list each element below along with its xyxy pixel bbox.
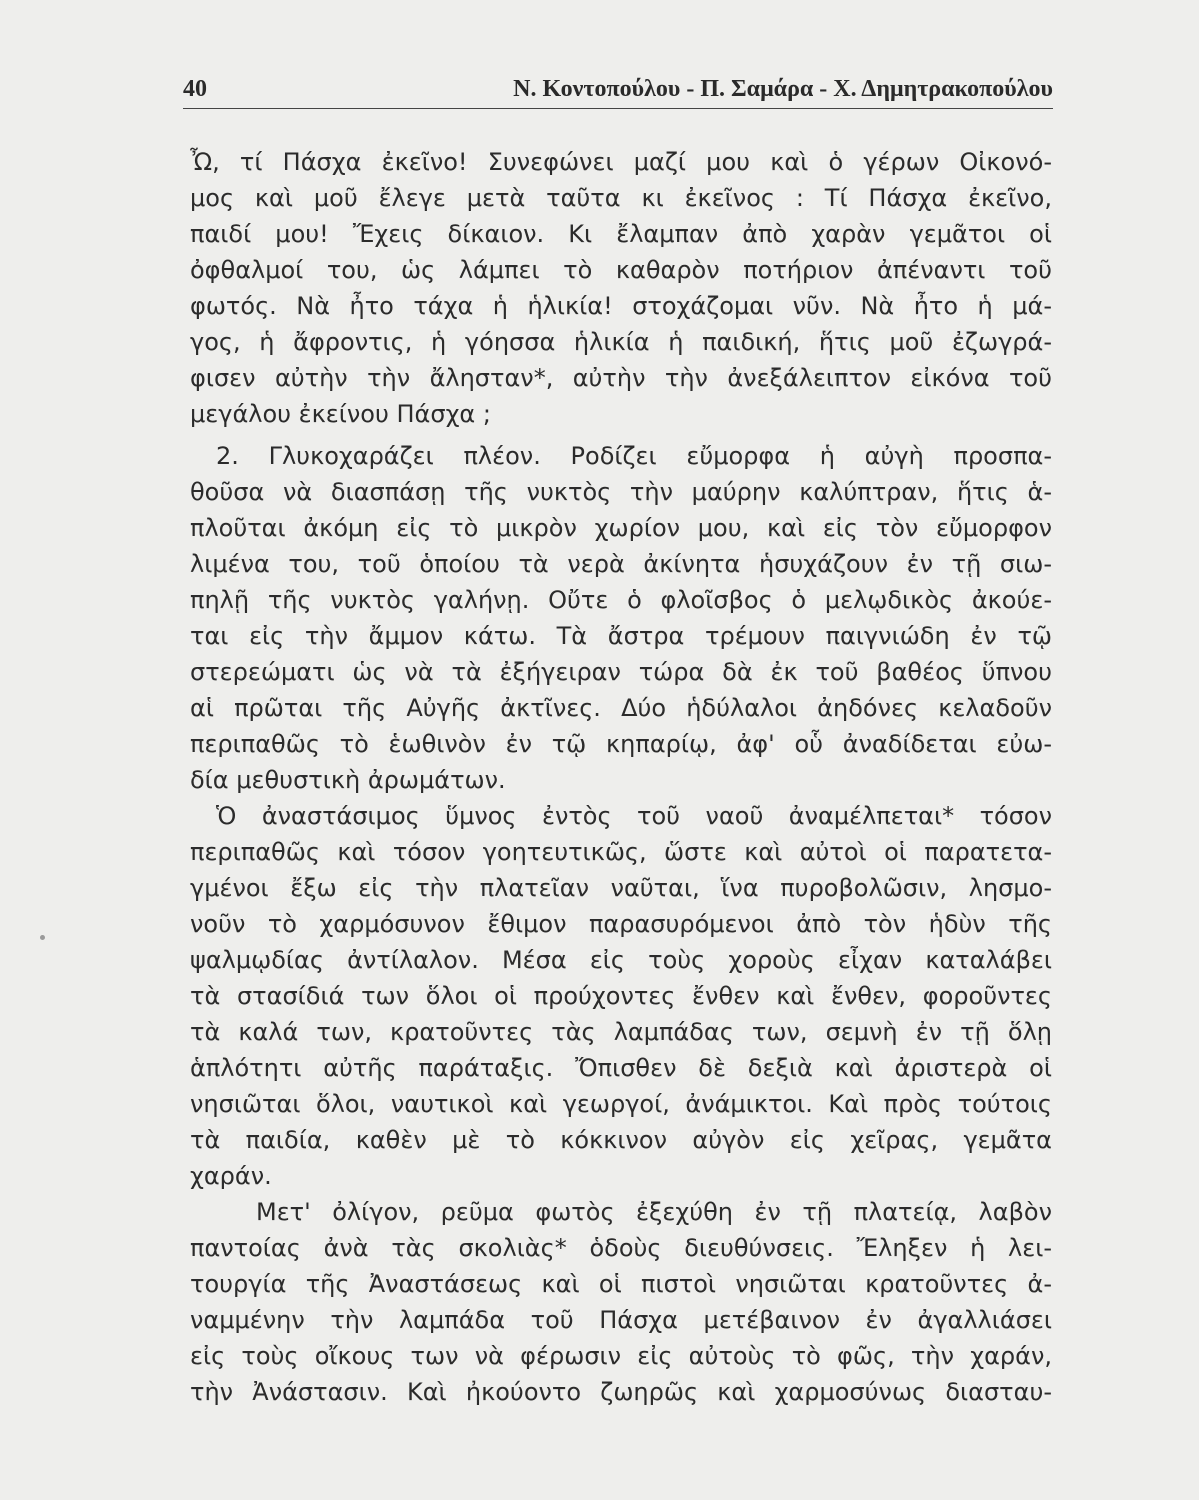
text-line: μος καὶ μοῦ ἔλεγε μετὰ ταῦτα κι ἐκεῖνος : Τί Πάσχα ἐκεῖνο, [190, 184, 1052, 212]
text-line: λιμένα του, τοῦ ὁποίου τὰ νερὰ ἀκίνητα ἡσυχάζουν ἐν τῇ σιω- [190, 550, 1052, 578]
text-line: φισεν αὐτὴν τὴν ἄλησταν*, αὐτὴν τὴν ἀνεξάλειπτον εἰκόνα τοῦ [190, 364, 1052, 392]
ink-speck [40, 935, 45, 940]
text-line: θοῦσα νὰ διασπάσῃ τῆς νυκτὸς τὴν μαύρην καλύπτραν, ἥτις ἁ- [190, 478, 1052, 506]
text-line: γμένοι ἔξω εἰς τὴν πλατεῖαν ναῦται, ἵνα πυροβολῶσιν, λησμο- [190, 874, 1052, 902]
text-line: τὴν Ἀνάστασιν. Καὶ ἠκούοντο ζωηρῶς καὶ χαρμοσύνως διασταυ- [190, 1378, 1052, 1406]
text-line: νοῦν τὸ χαρμόσυνον ἔθιμον παρασυρόμενοι ἀπὸ τὸν ἡδὺν τῆς [190, 910, 1052, 938]
text-line: μεγάλου ἐκείνου Πάσχα ; [190, 400, 491, 428]
text-line: εἰς τοὺς οἴκους των νὰ φέρωσιν εἰς αὐτοὺς τὸ φῶς, τὴν χαράν, [190, 1342, 1052, 1370]
paragraph-1 [190, 144, 1052, 432]
text-line: ναμμένην τὴν λαμπάδα τοῦ Πάσχα μετέβαινον ἐν ἀγαλλιάσει [190, 1306, 1052, 1334]
text-line: τὰ καλά των, κρατοῦντες τὰς λαμπάδας των, σεμνὴ ἐν τῇ ὅλῃ [190, 1018, 1052, 1046]
text-line: τὰ στασίδιά των ὅλοι οἱ προύχοντες ἔνθεν καὶ ἔνθεν, φοροῦντες [190, 982, 1052, 1010]
text-line: αἱ πρῶται τῆς Αὐγῆς ἀκτῖνες. Δύο ἡδύλαλοι ἀηδόνες κελαδοῦν [190, 694, 1052, 722]
text-line: 2. Γλυκοχαράζει πλέον. Ροδίζει εὔμορφα ἡ αὐγὴ προσπα- [216, 442, 1052, 470]
text-line: πηλῇ τῆς νυκτὸς γαλήνῃ. Οὔτε ὁ φλοῖσβος ὁ μελῳδικὸς ἀκούε- [190, 586, 1052, 614]
text-line: τὰ παιδία, καθὲν μὲ τὸ κόκκινον αὐγὸν εἰς χεῖρας, γεμᾶτα [190, 1126, 1052, 1154]
text-line: Μετ' ὀλίγον, ρεῦμα φωτὸς ἐξεχύθη ἐν τῇ πλατείᾳ, λαβὸν [256, 1198, 1052, 1226]
text-line: πλοῦται ἀκόμη εἰς τὸ μικρὸν χωρίον μου, καὶ εἰς τὸν εὔμορφον [190, 514, 1052, 542]
text-line: περιπαθῶς καὶ τόσον γοητευτικῶς, ὥστε καὶ αὐτοὶ οἱ παρατετα- [190, 838, 1052, 866]
paragraph-3 [190, 798, 1052, 1194]
text-line: ἁπλότητι αὐτῆς παράταξις. Ὄπισθεν δὲ δεξιὰ καὶ ἀριστερὰ οἱ [190, 1054, 1052, 1082]
text-line: παιδί μου! Ἔχεις δίκαιον. Κι ἔλαμπαν ἀπὸ χαρὰν γεμᾶτοι οἱ [190, 220, 1052, 248]
running-head-authors: Ν. Κοντοπούλου - Π. Σαμάρα - Χ. Δημητρακοπούλου [513, 76, 1053, 102]
text-line: φωτός. Νὰ ἦτο τάχα ἡ ἡλικία! στοχάζομαι νῦν. Νὰ ἦτο ἡ μά- [190, 292, 1052, 320]
text-line: παντοίας ἀνὰ τὰς σκολιὰς* ὁδοὺς διευθύνσεις. Ἔληξεν ἡ λει- [190, 1234, 1052, 1262]
text-line: χαράν. [190, 1162, 272, 1190]
paragraph-4 [190, 1194, 1052, 1410]
body-text [190, 144, 1052, 1410]
text-line: Ὁ ἀναστάσιμος ὕμνος ἐντὸς τοῦ ναοῦ ἀναμέλπεται* τόσον [216, 802, 1052, 830]
text-line: νησιῶται ὅλοι, ναυτικοὶ καὶ γεωργοί, ἀνάμικτοι. Καὶ πρὸς τούτοις [190, 1090, 1052, 1118]
text-line: δία μεθυστικὴ ἀρωμάτων. [190, 766, 506, 794]
text-line: περιπαθῶς τὸ ἑωθινὸν ἐν τῷ κηπαρίῳ, ἀφ' οὗ ἀναδίδεται εὐω- [190, 730, 1052, 758]
text-line: ὀφθαλμοί του, ὡς λάμπει τὸ καθαρὸν ποτήριον ἀπέναντι τοῦ [190, 256, 1052, 284]
page-number: 40 [183, 76, 207, 102]
text-line: γος, ἡ ἄφροντις, ἡ γόησσα ἡλικία ἡ παιδική, ἥτις μοῦ ἐζωγρά- [190, 328, 1052, 356]
text-line: ται εἰς τὴν ἄμμον κάτω. Τὰ ἄστρα τρέμουν παιγνιώδη ἐν τῷ [190, 622, 1052, 650]
text-line: στερεώματι ὡς νὰ τὰ ἐξήγειραν τώρα δὰ ἐκ τοῦ βαθέος ὕπνου [190, 658, 1052, 686]
text-line: Ὦ, τί Πάσχα ἐκεῖνο! Συνεφώνει μαζί μου καὶ ὁ γέρων Οἰκονό- [190, 148, 1052, 176]
page-header [183, 74, 1053, 109]
text-line: ψαλμῳδίας ἀντίλαλον. Μέσα εἰς τοὺς χοροὺς εἶχαν καταλάβει [190, 946, 1052, 974]
text-line: τουργία τῆς Ἀναστάσεως καὶ οἱ πιστοὶ νησιῶται κρατοῦντες ἀ- [190, 1270, 1052, 1298]
paragraph-2 [190, 438, 1052, 798]
